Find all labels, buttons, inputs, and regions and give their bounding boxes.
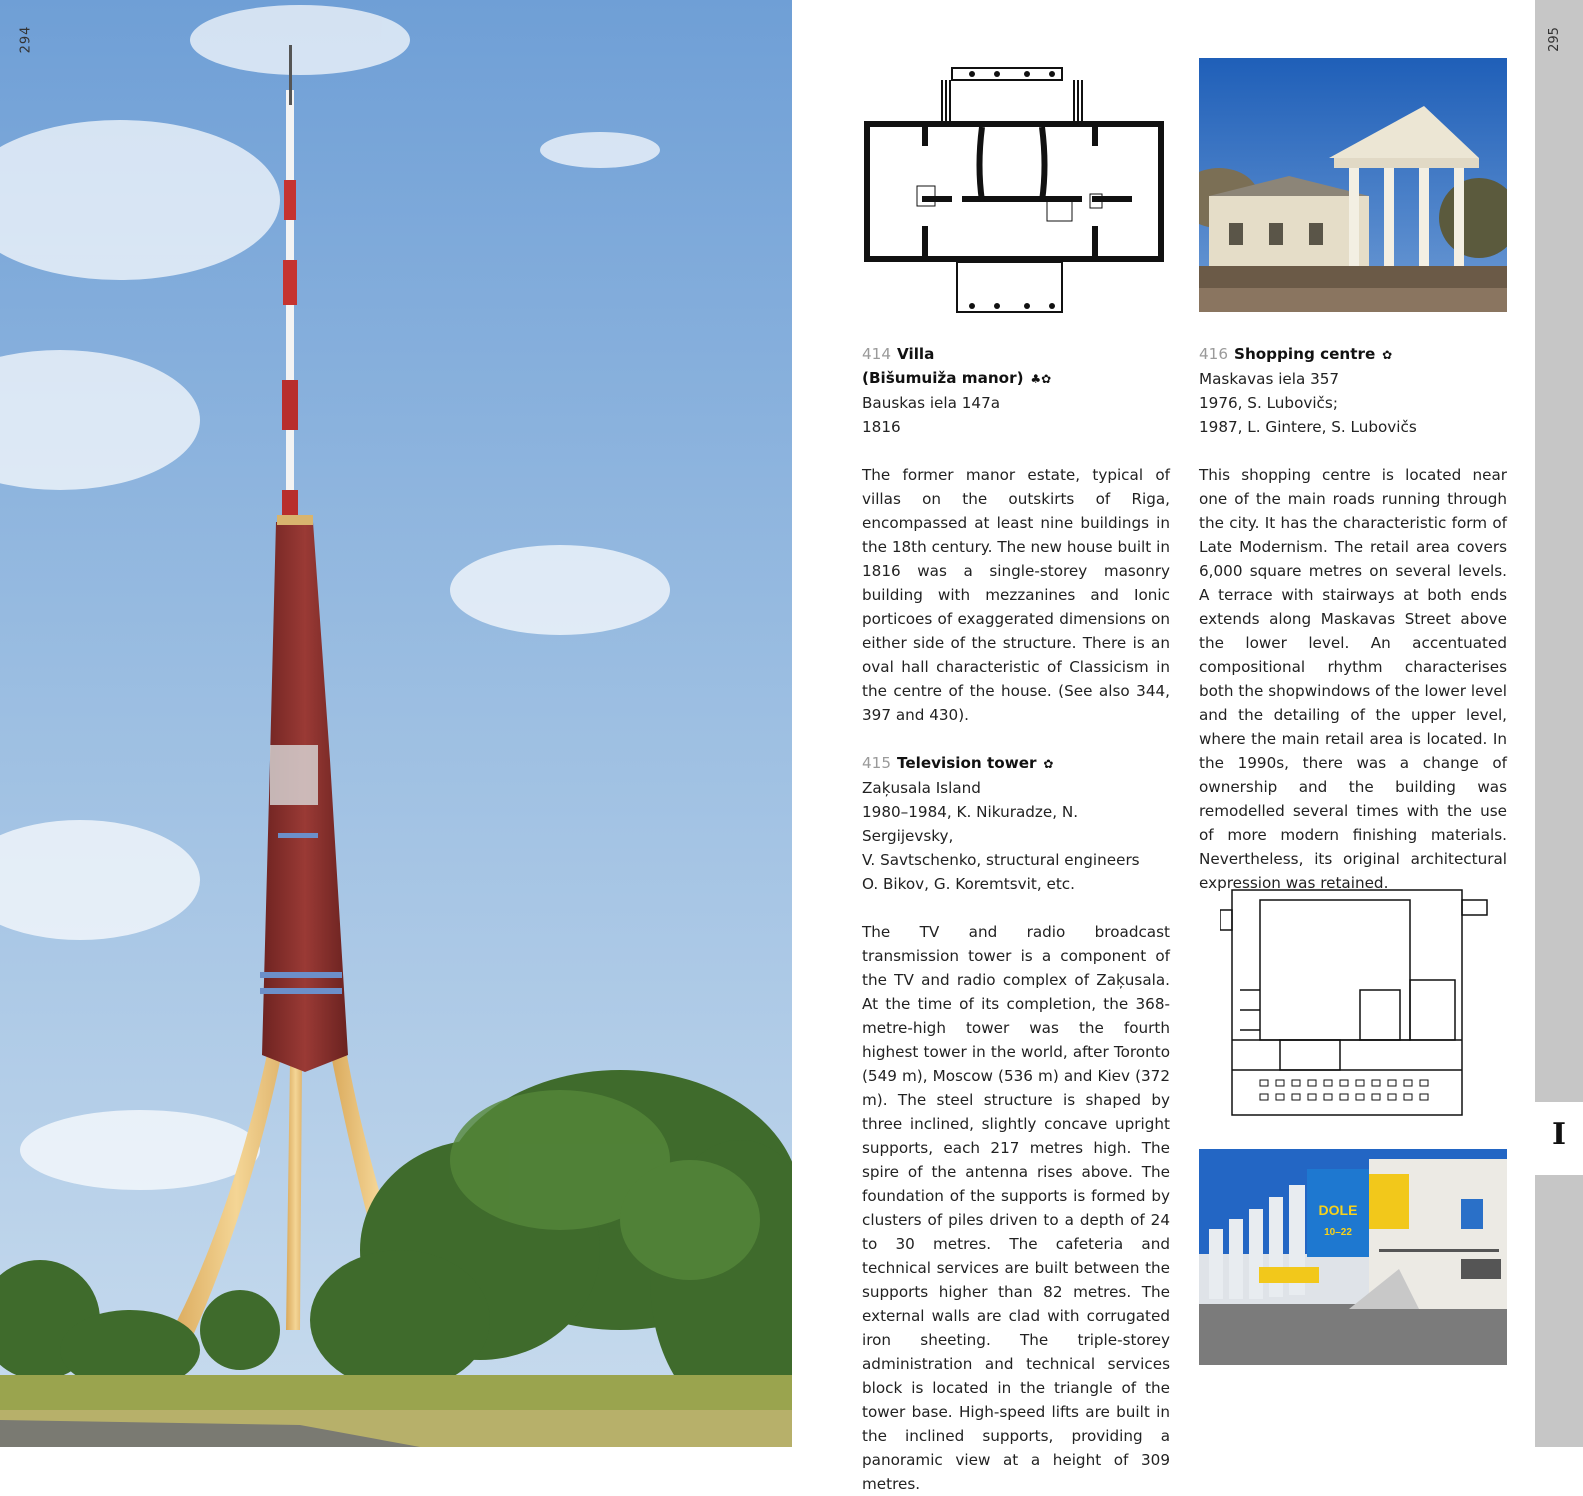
page-number-right: 295 (1546, 27, 1562, 52)
shopping-centre-photo (1199, 1149, 1507, 1365)
tv-tower-photo (0, 0, 792, 1447)
entry-credit: 1980–1984, K. Nikuradze, N. Sergijevsky, (862, 803, 1079, 845)
entry-body: This shopping centre is located near one of the main roads running through the city. It has the characteristic form of Late Modernism. The retail area covers 6,000 square metres on several levels. A terrace with stairways at both ends extends along Maskavas Street above the lower level. An accentuated compositional rhythm characterises both the shopwindows of the lower level and the detailing of the upper level, where the main retail area is located. In the 1990s, there was a change of ownership and the building was remodelled several times with the use of more modern finishing materials. Nevertheless, its original architectural expression was retained. (1199, 466, 1507, 892)
entry-body: The former manor estate, typical of villas on the outskirts of Riga, encompassed at least nine buildings in the 18th century. The new house built in 1816 was a single-storey masonry building with mezzanines and Ionic porticoes of exaggerated dimensions on either side of the structure. There is an oval hall characteristic of Classicism in the centre of the house. (See also 344, 397 and 430). (862, 466, 1170, 724)
heritage-symbol-icon: ✿ (1382, 348, 1393, 362)
entry-credit: V. Savtschenko, structural engineers (862, 851, 1140, 869)
column-right (1199, 342, 1507, 895)
entry-title: Villa (897, 345, 935, 363)
column-left (862, 342, 1170, 1496)
shopping-centre-floor-plan (1220, 880, 1490, 1125)
page-number-left: 294 (18, 25, 34, 54)
entry-credit: O. Bikov, G. Koremtsvit, etc. (862, 875, 1075, 893)
entry-date: 1816 (862, 418, 901, 436)
entry-address: Maskavas iela 357 (1199, 370, 1340, 388)
tower-windows (270, 745, 318, 805)
store-sign-hours: 10–22 (1324, 1227, 1352, 1238)
entry-credit: 1987, L. Gintere, S. Lubovičs (1199, 418, 1417, 436)
entry-414-header (862, 342, 1170, 366)
entry-body: The TV and radio broadcast transmission tower is a component of the TV and radio complex of Zaķusala. At the time of its completion, the 368-metre-high tower was the fourth highest tower in the world, after Toronto (549 m), Moscow (536 m) and Kiev (372 m). The steel structure is shaped by three inclined, slightly concave upright supports, each 217 metres high. The spire of the antenna rises above. The foundation of the supports is formed by clusters of piles driven to a depth of 24 to 30 metres. The cafeteria and technical services are built between the supports higher than 82 metres. The external walls are clad with corrugated iron sheeting. The triple-storey administration and technical services block is located in the triangle of the tower base. High-speed lifts are built in the inclined supports, providing a panoramic view at a height of 309 metres. (862, 923, 1170, 1493)
entry-title: Television tower (897, 754, 1037, 772)
entry-number: 415 (862, 754, 891, 772)
entry-address: Bauskas iela 147a (862, 394, 1001, 412)
entry-number: 414 (862, 345, 891, 363)
villa-photo (1199, 58, 1507, 312)
entry-title: Shopping centre (1234, 345, 1376, 363)
heritage-symbols-icon: ♣✿ (1030, 372, 1052, 386)
store-sign-name: DOLE (1318, 1202, 1358, 1218)
chapter-tab-strip (1535, 0, 1583, 1447)
chapter-tab-letter: I (1551, 1117, 1567, 1152)
villa-floor-plan (862, 66, 1169, 318)
entry-credit: 1976, S. Lubovičs; (1199, 394, 1338, 412)
entry-subtitle: (Bišumuiža manor) (862, 369, 1024, 387)
entry-number: 416 (1199, 345, 1228, 363)
entry-416-header (1199, 342, 1507, 367)
entry-address: Zaķusala Island (862, 779, 981, 797)
heritage-symbol-icon: ✿ (1043, 757, 1054, 771)
entry-415-header (862, 751, 1170, 776)
